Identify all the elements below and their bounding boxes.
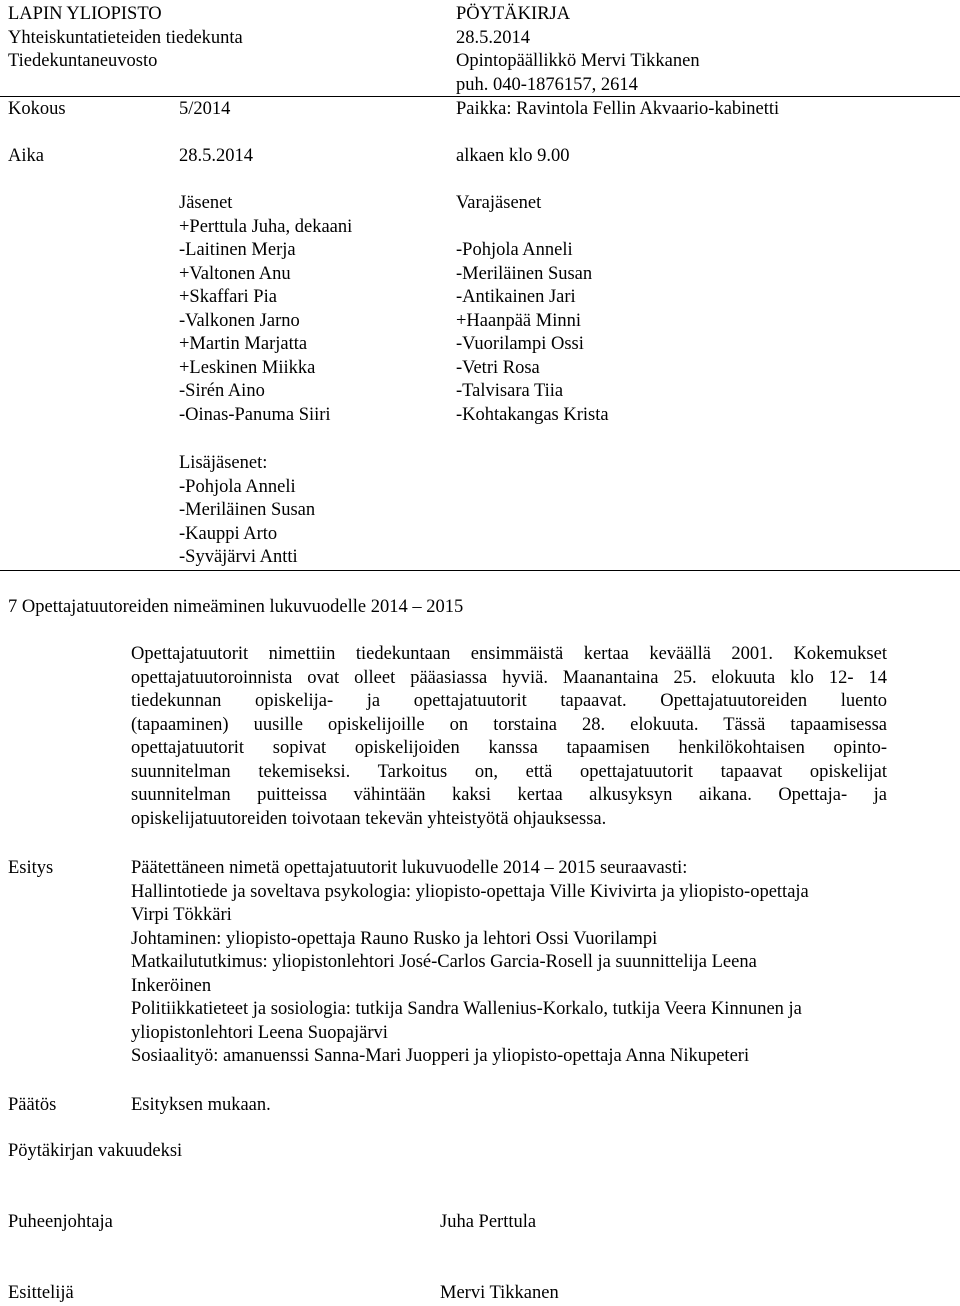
document-date: 28.5.2014 xyxy=(456,28,530,48)
member-item: -Valkonen Jarno xyxy=(179,310,300,331)
document-type: PÖYTÄKIRJA xyxy=(456,4,571,24)
member-item: -Laitinen Merja xyxy=(179,240,296,260)
presenter-name: Mervi Tikkanen xyxy=(440,1283,559,1303)
faculty-name: Yhteiskuntatieteiden tiedekunta xyxy=(8,28,243,48)
additional-member-item: -Meriläinen Susan xyxy=(179,500,316,520)
members-divider xyxy=(0,570,960,571)
paragraph-line: opettajatuutorit sopivat opiskelijoiden kanssa tapaamisen henkilökohtaisen opinto- xyxy=(131,738,887,758)
council-name: Tiedekuntaneuvosto xyxy=(8,51,158,71)
proposal-line: Päätettäneen nimetä opettajatuutorit lukuvuodelle 2014 – 2015 seuraavasti: xyxy=(131,858,688,878)
chair-label: Puheenjohtaja xyxy=(8,1212,113,1232)
proposal-line: Inkeröinen xyxy=(131,975,212,996)
meeting-place: Paikka: Ravintola Fellin Akvaario-kabinetti xyxy=(456,99,780,119)
meeting-label: Kokous xyxy=(8,99,66,119)
section-paragraph xyxy=(131,643,887,831)
section-heading: 7 Opettajatuutoreiden nimeäminen lukuvuodelle 2014 – 2015 xyxy=(8,597,464,617)
proposal-text xyxy=(131,857,921,1069)
university-name: LAPIN YLIOPISTO xyxy=(8,4,162,24)
proposal-line: Matkailututkimus: yliopistonlehtori José-Carlos Garcia-Rosell ja suunnittelija Leena xyxy=(131,952,757,972)
member-item: +Perttula Juha, dekaani xyxy=(179,216,353,237)
deputy-item: -Pohjola Anneli xyxy=(456,240,573,260)
member-item: +Leskinen Miikka xyxy=(179,357,316,378)
time-label: Aika xyxy=(8,146,44,166)
proposal-label: Esitys xyxy=(8,858,54,878)
decision-text: Esityksen mukaan. xyxy=(131,1095,271,1115)
additional-members-title: Lisäjäsenet: xyxy=(179,453,268,473)
proposal-line: Politiikkatieteet ja sosiologia: tutkija Sandra Wallenius-Korkalo, tutkija Veera Kinnunen ja xyxy=(131,999,802,1019)
proposal-line: Johtaminen: yliopisto-opettaja Rauno Rusko ja lehtori Ossi Vuorilampi xyxy=(131,928,658,949)
paragraph-line: tiedekunnan opiskelija- ja opettajatuutorit tapaavat. Opettajatuutoreiden luento xyxy=(131,691,887,711)
members-title: Jäsenet xyxy=(179,193,233,213)
deputy-item: -Vetri Rosa xyxy=(456,357,540,378)
member-item: +Skaffari Pia xyxy=(179,287,277,307)
deputy-item: -Meriläinen Susan xyxy=(456,263,593,284)
additional-member-item: -Pohjola Anneli xyxy=(179,476,296,497)
deputy-item: -Talvisara Tiia xyxy=(456,381,564,401)
additional-member-item: -Syväjärvi Antti xyxy=(179,547,298,567)
deputy-item: -Kohtakangas Krista xyxy=(456,404,609,425)
member-item: +Valtonen Anu xyxy=(179,263,291,284)
meeting-date: 28.5.2014 xyxy=(179,146,253,166)
paragraph-line: suunnitelman tekemiseksi. Tarkoitus on, että opettajatuutorit tapaavat opiskelijat xyxy=(131,761,887,782)
header-divider xyxy=(0,96,960,97)
secretary-phone: puh. 040-1876157, 2614 xyxy=(456,75,638,95)
meeting-number: 5/2014 xyxy=(179,99,231,119)
presenter-label: Esittelijä xyxy=(8,1283,74,1303)
deputies-column xyxy=(456,239,609,427)
deputy-item: -Antikainen Jari xyxy=(456,287,576,307)
additional-member-item: -Kauppi Arto xyxy=(179,523,278,544)
proposal-line: Hallintotiede ja soveltava psykologia: yliopisto-opettaja Ville Kivivirta ja yliopisto-opettaja xyxy=(131,881,809,902)
deputy-item: -Vuorilampi Ossi xyxy=(456,334,584,354)
signatures-title: Pöytäkirjan vakuudeksi xyxy=(8,1141,183,1161)
member-item: +Martin Marjatta xyxy=(179,334,308,354)
deputy-item: +Haanpää Minni xyxy=(456,310,581,331)
members-column xyxy=(179,192,352,427)
decision-label: Päätös xyxy=(8,1095,57,1115)
paragraph-line: (tapaaminen) uusille opiskelijoille on torstaina 28. elokuuta. Tässä tapaamisessa xyxy=(131,714,887,735)
proposal-line: Sosiaalityö: amanuenssi Sanna-Mari Juopperi ja yliopisto-opettaja Anna Nikupeteri xyxy=(131,1046,750,1066)
additional-members-column xyxy=(179,452,315,570)
proposal-line: Virpi Tökkäri xyxy=(131,905,232,925)
chair-name: Juha Perttula xyxy=(440,1212,537,1232)
member-item: -Sirén Aino xyxy=(179,381,265,401)
paragraph-line: Opettajatuutorit nimettiin tiedekuntaan ensimmäistä kertaa keväällä 2001. Kokemukset xyxy=(131,644,887,664)
deputies-title: Varajäsenet xyxy=(456,193,542,213)
paragraph-line: opettajatuutoroinnista ovat olleet pääasiassa hyviä. Maanantaina 25. elokuuta klo 12- 14 xyxy=(131,667,887,688)
paragraph-line: opiskelijatuutoreiden toivotaan tekevän yhteistyötä ohjauksessa. xyxy=(131,808,607,829)
member-item: -Oinas-Panuma Siiri xyxy=(179,404,331,425)
secretary-contact: Opintopäällikkö Mervi Tikkanen xyxy=(456,51,700,71)
paragraph-line: suunnitelman puitteissa vähintään kaksi kertaa alkusyksyn aikana. Opettaja- ja xyxy=(131,785,887,805)
proposal-line: yliopistonlehtori Leena Suopajärvi xyxy=(131,1022,388,1043)
meeting-start-time: alkaen klo 9.00 xyxy=(456,146,570,166)
